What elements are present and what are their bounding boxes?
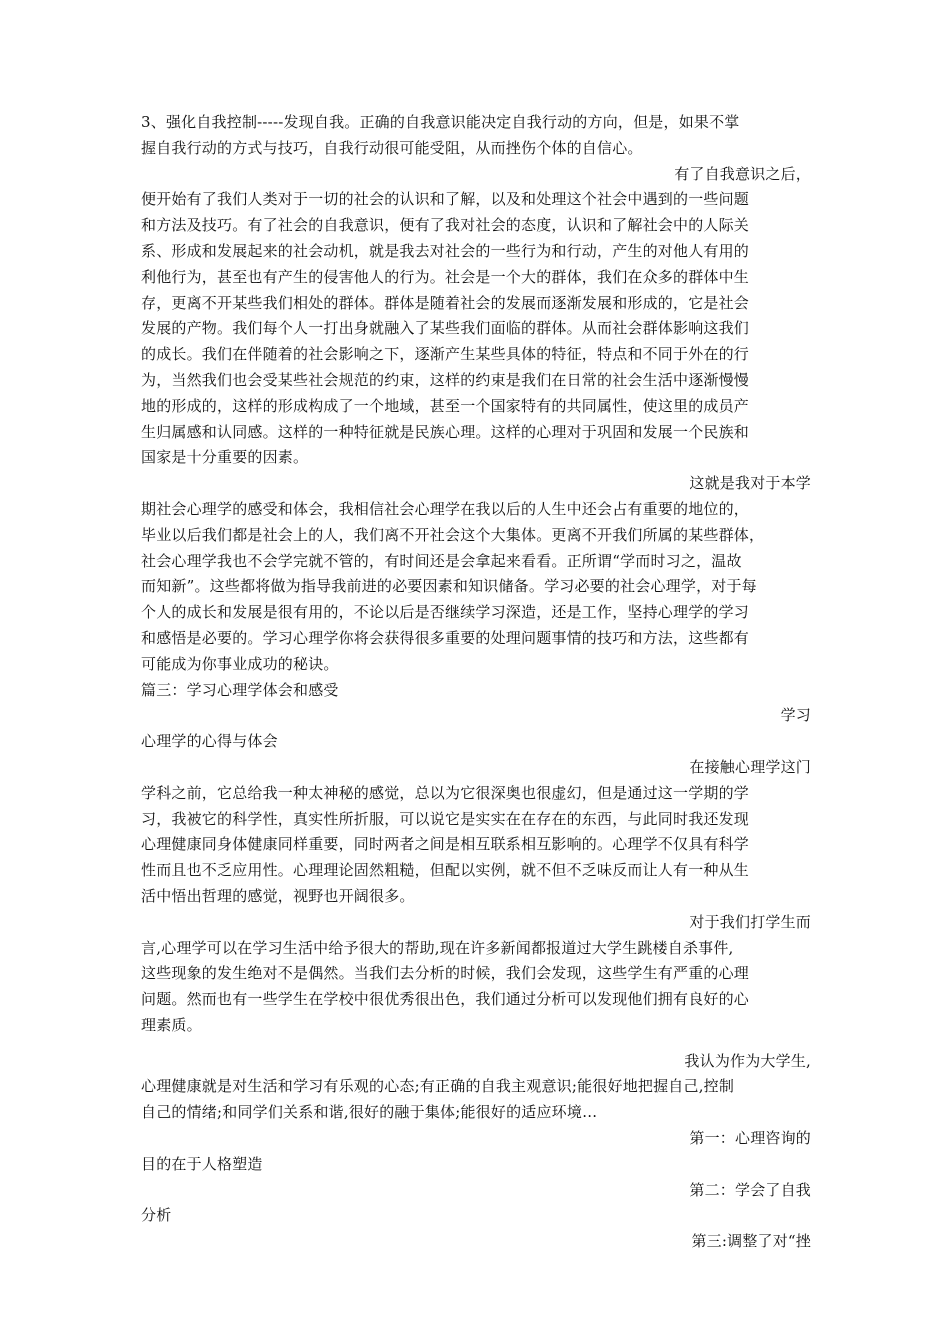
text-line: 习，我被它的科学性，真实性所折服，可以说它是实实在在存在的东西，与此同时我还发现 bbox=[141, 809, 750, 828]
text-line: 理素质。 bbox=[141, 1015, 202, 1034]
text-line: 发展的产物。我们每个人一打出身就融入了某些我们面临的群体。从而社会群体影响这我们 bbox=[141, 319, 750, 338]
text-line: 活中悟出哲理的感觉，视野也开阔很多。 bbox=[141, 886, 415, 905]
text-line: 心理学的心得与体会 bbox=[141, 732, 278, 751]
paragraph-start-line: 对于我们打学生而 bbox=[689, 912, 811, 931]
paragraph-start-line: 在接触心理学这门 bbox=[689, 757, 811, 776]
text-line: 期社会心理学的感受和体会，我相信社会心理学在我以后的人生中还会占有重要的地位的， bbox=[141, 499, 750, 518]
text-line: 地的形成的，这样的形成构成了一个地域，甚至一个国家特有的共同属性，使这里的成员产 bbox=[141, 396, 750, 415]
text-line: 心理健康就是对生活和学习有乐观的心态;有正确的自我主观意识;能很好地把握自己,控制 bbox=[141, 1077, 735, 1096]
paragraph-start-line: 这就是我对于本学 bbox=[689, 474, 811, 493]
text-line: 社会心理学我也不会学完就不管的，有时间还是会拿起来看看。正所谓“学而时习之，温故 bbox=[141, 551, 742, 570]
text-line: 分析 bbox=[141, 1206, 172, 1225]
text-line: 可能成为你事业成功的秘诀。 bbox=[141, 654, 339, 673]
text-line: 这些现象的发生绝对不是偶然。当我们去分析的时候，我们会发现，这些学生有严重的心理 bbox=[141, 964, 750, 983]
paragraph-start-line: 第三:调整了对“挫 bbox=[691, 1232, 811, 1251]
paragraph-start-line: 有了自我意识之后， bbox=[674, 164, 811, 183]
text-line: 心理健康同身体健康同样重要，同时两者之间是相互联系相互影响的。心理学不仅具有科学 bbox=[141, 835, 750, 854]
text-line: 握自我行动的方式与技巧，自我行动很可能受阻，从而挫伤个体的自信心。 bbox=[141, 138, 643, 157]
text-line: 利他行为，甚至也有产生的侵害他人的行为。社会是一个大的群体，我们在众多的群体中生 bbox=[141, 267, 750, 286]
text-line: 国家是十分重要的因素。 bbox=[141, 448, 309, 467]
paragraph-start-line: 我认为作为大学生, bbox=[684, 1051, 811, 1070]
text-line: 和感悟是必要的。学习心理学你将会获得很多重要的处理问题事情的技巧和方法，这些都有 bbox=[141, 628, 750, 647]
text-line: 存，更离不开某些我们相处的群体。群体是随着社会的发展而逐渐发展和形成的，它是社会 bbox=[141, 293, 750, 312]
text-line: 自己的情绪;和同学们关系和谐,很好的融于集体;能很好的适应环境… bbox=[141, 1103, 598, 1122]
text-line: 篇三：学习心理学体会和感受 bbox=[141, 680, 339, 699]
text-line: 毕业以后我们都是社会上的人，我们离不开社会这个大集体。更离不开我们所属的某些群体， bbox=[141, 525, 765, 544]
text-line: 生归属感和认同感。这样的一种特征就是民族心理。这样的心理对于巩固和发展一个民族和 bbox=[141, 422, 750, 441]
paragraph-start-line: 第二：学会了自我 bbox=[689, 1180, 811, 1199]
text-line: 的成长。我们在伴随着的社会影响之下，逐渐产生某些具体的特征，特点和不同于外在的行 bbox=[141, 345, 750, 364]
text-line: 学科之前，它总给我一种太神秘的感觉，总以为它很深奥也很虚幻，但是通过这一学期的学 bbox=[141, 783, 750, 802]
text-line: 便开始有了我们人类对于一切的社会的认识和了解，以及和处理这个社会中遇到的一些问题 bbox=[141, 190, 750, 209]
text-line: 言,心理学可以在学习生活中给予很大的帮助,现在许多新闻都报道过大学生跳楼自杀事件, bbox=[141, 938, 734, 957]
document-body bbox=[141, 110, 811, 1255]
text-line: 个人的成长和发展是很有用的，不论以后是否继续学习深造，还是工作，坚持心理学的学习 bbox=[141, 603, 750, 622]
text-line: 和方法及技巧。有了社会的自我意识，便有了我对社会的态度，认识和了解社会中的人际关 bbox=[141, 216, 750, 235]
text-line: 3、强化自我控制-----发现自我。正确的自我意识能决定自我行动的方向，但是，如果不掌 bbox=[141, 113, 740, 131]
text-line: 问题。然而也有一些学生在学校中很优秀很出色，我们通过分析可以发现他们拥有良好的心 bbox=[141, 990, 750, 1009]
text-line: 为，当然我们也会受某些社会规范的约束，这样的约束是我们在日常的社会生活中逐渐慢慢 bbox=[141, 370, 750, 389]
text-line: 性而且也不乏应用性。心理理论固然粗糙，但配以实例，就不但不乏味反而让人有一种从生 bbox=[141, 861, 750, 880]
text-line: 而知新”。这些都将做为指导我前进的必要因素和知识储备。学习必要的社会心理学，对于每 bbox=[141, 577, 757, 596]
text-line: 系、形成和发展起来的社会动机，就是我去对社会的一些行为和行动，产生的对他人有用的 bbox=[141, 241, 750, 260]
text-line: 目的在于人格塑造 bbox=[141, 1154, 263, 1173]
paragraph-start-line: 学习 bbox=[780, 706, 811, 725]
paragraph-start-line: 第一：心理咨询的 bbox=[689, 1129, 811, 1148]
paragraph-gap bbox=[141, 1039, 811, 1049]
